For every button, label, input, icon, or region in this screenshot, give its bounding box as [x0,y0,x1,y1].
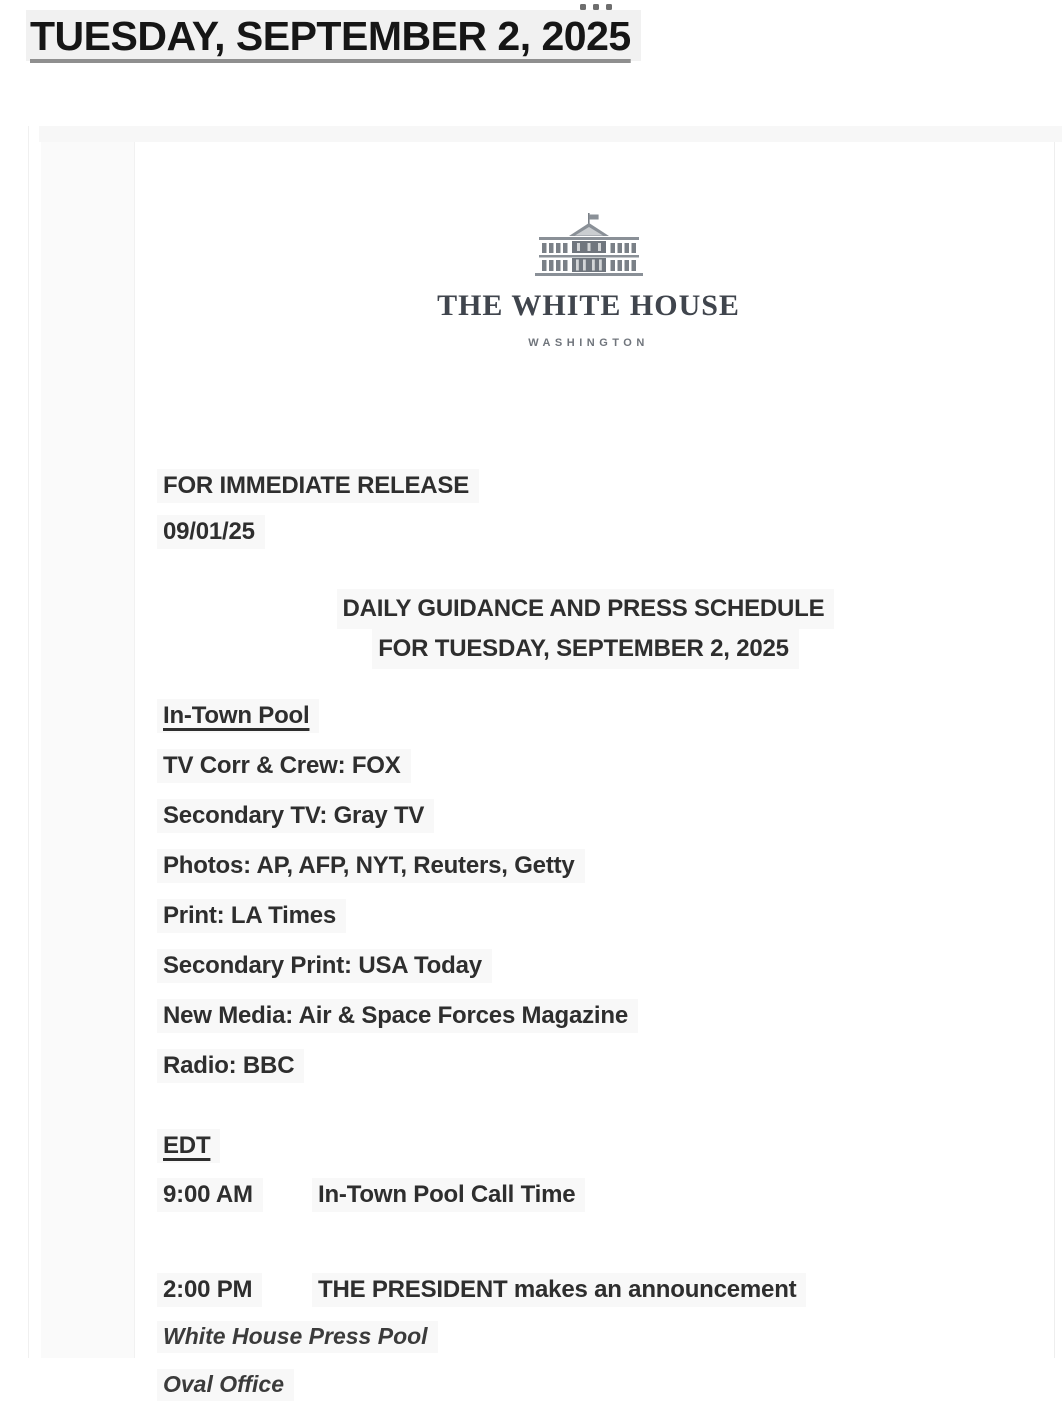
event-press-pool-note: White House Press Pool [163,1321,1014,1353]
pool-item-tv: TV Corr & Crew: FOX [163,749,1014,783]
pool-item-secondary-print: Secondary Print: USA Today [163,949,1014,983]
event-title: In-Town Pool Call Time [318,1178,1014,1212]
for-immediate-release-label: FOR IMMEDIATE RELEASE [163,469,1014,503]
schedule-row [163,1273,1014,1307]
white-house-logo [163,212,1014,349]
event-time: 2:00 PM [163,1273,318,1307]
timezone-heading: EDT [163,1129,1014,1163]
pool-item-photos: Photos: AP, AFP, NYT, Reuters, Getty [163,849,1014,883]
event-title: THE PRESIDENT makes an announcement [318,1273,1014,1307]
event-location: Oval Office [163,1369,1014,1401]
pool-item-new-media: New Media: Air & Space Forces Magazine [163,999,1014,1033]
left-gutter [41,142,134,1358]
in-town-pool-heading: In-Town Pool [163,699,1014,733]
schedule-title-line-2: FOR TUESDAY, SEPTEMBER 2, 2025 [163,629,1014,669]
release-date: 09/01/25 [163,515,1014,549]
email-panel [28,126,1062,1397]
white-house-wordmark: THE WHITE HOUSE [437,289,740,322]
event-time: 9:00 AM [163,1178,318,1212]
pool-item-secondary-tv: Secondary TV: Gray TV [163,799,1014,833]
date-heading-text[interactable]: TUESDAY, SEPTEMBER 2, 2025 [26,10,641,61]
white-house-building-icon [525,212,653,280]
schedule-title-line-1: DAILY GUIDANCE AND PRESS SCHEDULE [163,589,1014,629]
schedule-row [163,1178,1014,1212]
pool-item-print: Print: LA Times [163,899,1014,933]
press-release-document [134,142,1055,1397]
washington-label: WASHINGTON [528,337,649,349]
pool-item-radio: Radio: BBC [163,1049,1014,1083]
date-heading[interactable] [30,10,641,61]
ellipsis-dots-icon [580,4,612,10]
panel-top-band [39,126,1062,142]
